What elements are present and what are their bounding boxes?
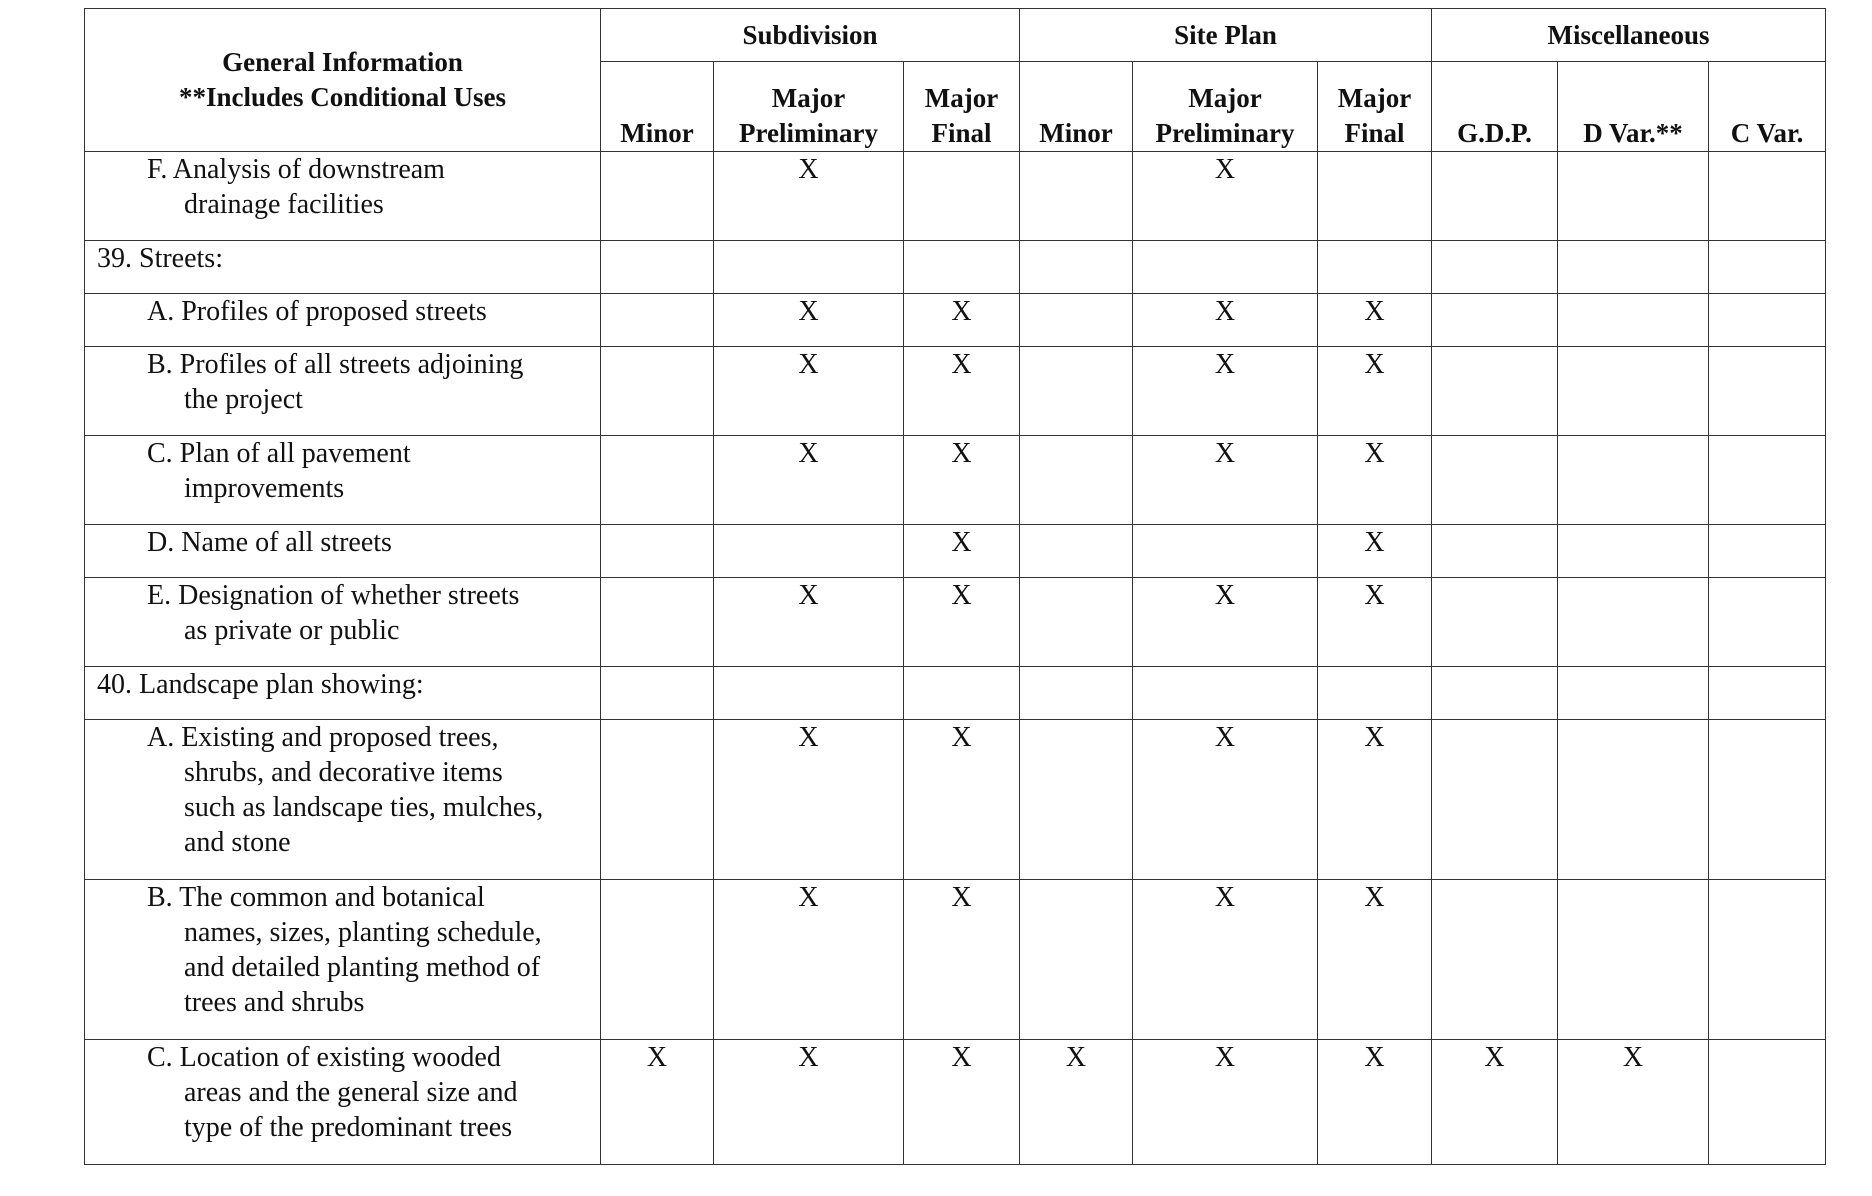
section-heading-cell [85,667,601,720]
applicability-mark [1432,436,1558,525]
applicability-mark [1432,880,1558,1040]
group-header-site-plan: Site Plan [1020,9,1432,62]
applicability-mark: X [1020,1040,1133,1165]
applicability-mark [1709,294,1826,347]
group-header-subdivision: Subdivision [601,9,1020,62]
applicability-mark [904,667,1020,720]
requirement-cell [85,152,601,241]
requirement-cell [85,347,601,436]
applicability-mark [1020,667,1133,720]
requirement-cell [85,436,601,525]
applicability-mark: X [1133,436,1318,525]
applicability-mark: X [714,1040,904,1165]
column-header-subdivision-major-preliminary: Major Preliminary [714,62,904,152]
table-row [85,525,1826,578]
applicability-mark [601,667,714,720]
applicability-mark [904,152,1020,241]
applicability-mark [1020,720,1133,880]
requirement-text-line: trees and shrubs [184,987,365,1018]
applicability-mark: X [714,294,904,347]
table-row [85,241,1826,294]
requirement-text-line: such as landscape ties, mulches, [184,792,544,823]
applicability-mark: X [1318,436,1432,525]
applicability-mark [1432,241,1558,294]
applicability-mark [1709,436,1826,525]
applicability-mark [1318,241,1432,294]
requirements-table [84,8,1826,1165]
applicability-mark [1558,667,1709,720]
table-row [85,880,1826,1040]
applicability-mark: X [1133,720,1318,880]
applicability-mark [1318,152,1432,241]
requirement-cell [85,720,601,880]
applicability-mark [1558,241,1709,294]
applicability-mark [1133,241,1318,294]
applicability-mark [1709,578,1826,667]
requirement-text-line: B. The common and botanical [147,882,485,913]
applicability-mark [714,241,904,294]
conditional-uses-note: **Includes Conditional Uses [178,82,507,112]
applicability-mark [1558,436,1709,525]
applicability-mark: X [1318,347,1432,436]
requirement-cell [85,880,601,1040]
applicability-mark: X [1318,880,1432,1040]
applicability-mark: X [904,720,1020,880]
table-row [85,667,1826,720]
applicability-mark: X [904,1040,1020,1165]
applicability-mark: X [1133,347,1318,436]
table-row [85,436,1826,525]
applicability-mark [1558,578,1709,667]
group-header-row [85,9,1826,62]
section-heading-cell [85,241,601,294]
requirement-text-line: and stone [184,827,291,858]
applicability-mark: X [1318,525,1432,578]
applicability-mark [1020,152,1133,241]
applicability-mark [1020,436,1133,525]
requirement-text-line: C. Location of existing wooded [147,1042,501,1073]
applicability-mark [714,667,904,720]
table-body [85,152,1826,1165]
applicability-mark [1133,667,1318,720]
applicability-mark: X [1133,1040,1318,1165]
applicability-mark: X [904,347,1020,436]
table-row [85,578,1826,667]
applicability-mark [1133,525,1318,578]
applicability-mark [1020,241,1133,294]
applicability-mark [1432,720,1558,880]
applicability-mark [1709,720,1826,880]
applicability-mark: X [714,720,904,880]
requirement-text-line: D. Name of all streets [147,527,392,558]
column-header-subdivision-minor: Minor [601,62,714,152]
applicability-mark: X [601,1040,714,1165]
applicability-mark [1432,152,1558,241]
applicability-mark: X [1133,880,1318,1040]
applicability-mark [1558,720,1709,880]
applicability-mark [1558,152,1709,241]
requirement-text-line: E. Designation of whether streets [147,580,520,611]
column-header-gdp: G.D.P. [1432,62,1558,152]
applicability-mark [1020,294,1133,347]
applicability-mark [1709,880,1826,1040]
applicability-mark [601,347,714,436]
requirement-text-line: the project [184,384,303,415]
requirement-cell [85,294,601,347]
requirement-text-line: and detailed planting method of [184,952,541,983]
applicability-mark [1020,525,1133,578]
applicability-mark [1020,347,1133,436]
applicability-mark [1558,525,1709,578]
requirement-text-line: drainage facilities [184,189,384,220]
applicability-mark [601,241,714,294]
applicability-mark [1709,241,1826,294]
applicability-mark: X [1432,1040,1558,1165]
table-row [85,347,1826,436]
requirement-text-line: A. Existing and proposed trees, [147,722,499,753]
applicability-mark [1432,525,1558,578]
requirement-cell [85,1040,601,1165]
requirement-text-line: 40. Landscape plan showing: [97,669,424,700]
applicability-mark: X [1318,720,1432,880]
applicability-mark: X [904,525,1020,578]
requirement-text-line: type of the predominant trees [184,1112,513,1143]
applicability-mark [1709,347,1826,436]
applicability-mark: X [904,294,1020,347]
table-row [85,294,1826,347]
applicability-mark [1318,667,1432,720]
applicability-mark [1020,578,1133,667]
general-information-title: General Information [222,47,463,77]
applicability-mark [601,525,714,578]
applicability-mark [1432,667,1558,720]
applicability-mark: X [904,880,1020,1040]
applicability-mark: X [1133,152,1318,241]
column-header-d-var: D Var.** [1558,62,1709,152]
requirement-text-line: C. Plan of all pavement [147,438,411,469]
applicability-mark [1709,667,1826,720]
requirement-text-line: areas and the general size and [184,1077,518,1108]
requirement-text-line: A. Profiles of proposed streets [147,296,487,327]
applicability-mark: X [714,578,904,667]
requirement-cell [85,525,601,578]
applicability-mark: X [1318,1040,1432,1165]
applicability-mark: X [904,578,1020,667]
applicability-mark [601,436,714,525]
applicability-mark [601,720,714,880]
applicability-mark [1709,152,1826,241]
table-row [85,152,1826,241]
applicability-mark [601,880,714,1040]
column-header-subdivision-major-final: Major Final [904,62,1020,152]
applicability-mark: X [714,347,904,436]
applicability-mark [1432,294,1558,347]
applicability-mark [1558,880,1709,1040]
column-header-site-plan-major-preliminary: Major Preliminary [1133,62,1318,152]
requirement-text-line: as private or public [184,615,400,646]
applicability-mark [601,152,714,241]
applicability-mark: X [1133,294,1318,347]
requirement-text-line: names, sizes, planting schedule, [184,917,542,948]
column-header-site-plan-minor: Minor [1020,62,1133,152]
requirement-text-line: shrubs, and decorative items [184,757,503,788]
applicability-mark [714,525,904,578]
applicability-mark: X [1318,578,1432,667]
applicability-mark [1558,294,1709,347]
applicability-mark [1709,525,1826,578]
applicability-mark: X [904,436,1020,525]
applicability-mark: X [714,880,904,1040]
requirement-text-line: B. Profiles of all streets adjoining [147,349,524,380]
applicability-mark [601,578,714,667]
applicability-mark [904,241,1020,294]
requirement-text-line: improvements [184,473,345,504]
applicability-mark [1432,578,1558,667]
applicability-mark: X [1558,1040,1709,1165]
group-header-miscellaneous: Miscellaneous [1432,9,1826,62]
column-header-site-plan-major-final: Major Final [1318,62,1432,152]
applicability-mark [1558,347,1709,436]
general-information-header [85,9,601,152]
applicability-mark: X [714,436,904,525]
applicability-mark: X [1318,294,1432,347]
applicability-mark [1020,880,1133,1040]
table-row [85,1040,1826,1165]
column-header-c-var: C Var. [1709,62,1826,152]
requirement-text-line: 39. Streets: [97,243,223,274]
applicability-mark [1709,1040,1826,1165]
applicability-mark [1432,347,1558,436]
applicability-mark [601,294,714,347]
requirement-cell [85,578,601,667]
applicability-mark: X [1133,578,1318,667]
applicability-mark: X [714,152,904,241]
table-header [85,9,1826,152]
table-row [85,720,1826,880]
requirement-text-line: F. Analysis of downstream [147,154,445,185]
